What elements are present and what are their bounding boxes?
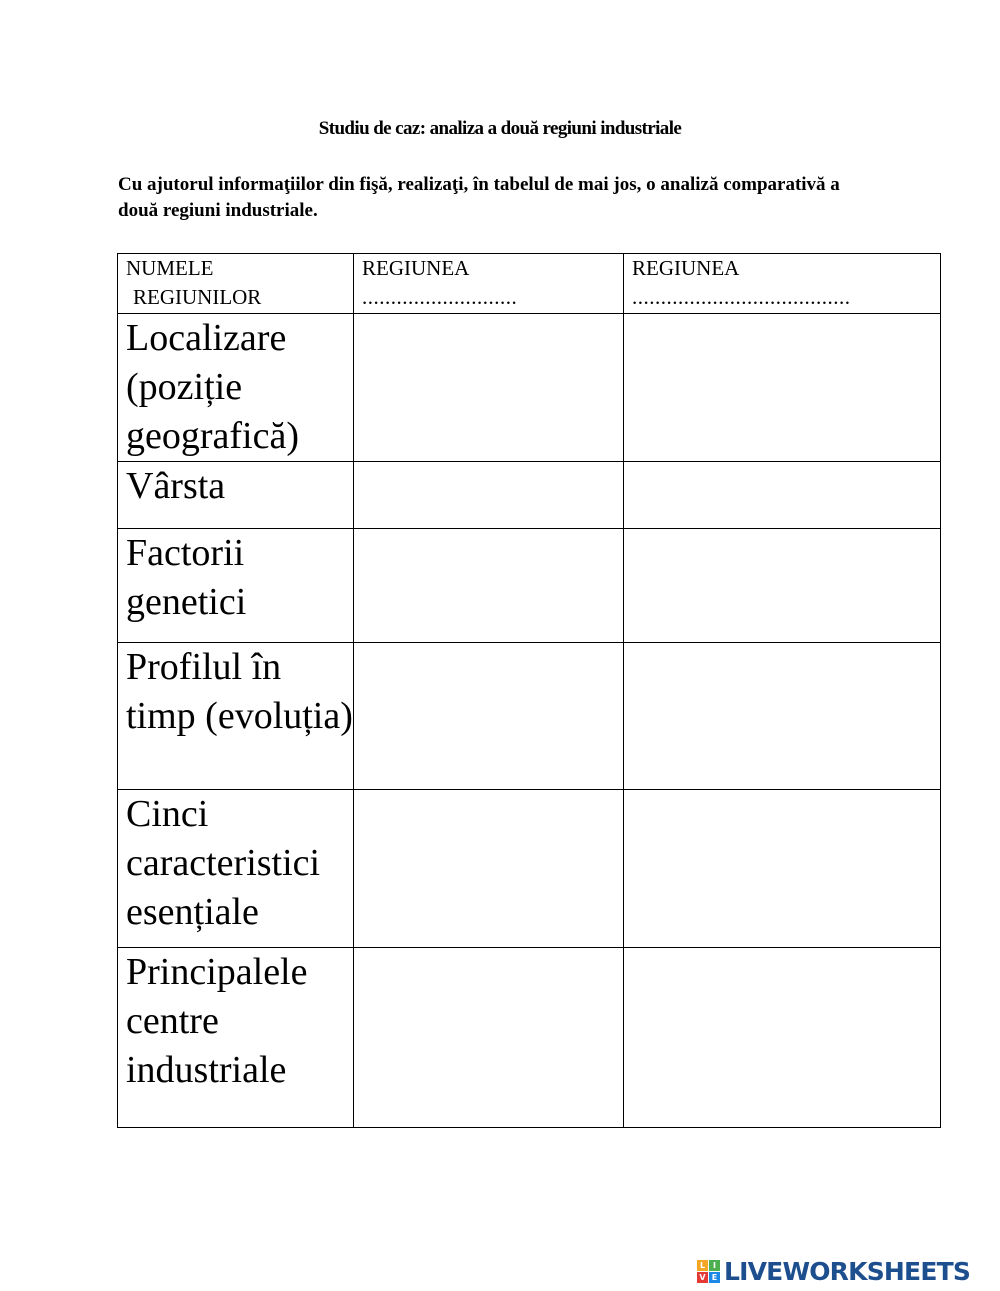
row-label-centre-industriale: Principalele centre industriale bbox=[118, 948, 354, 1128]
cell-region-2[interactable] bbox=[624, 790, 941, 948]
table-row bbox=[118, 948, 941, 1128]
cell-region-1[interactable] bbox=[354, 529, 624, 643]
cell-region-1[interactable] bbox=[354, 643, 624, 790]
header-region-1-blank[interactable]: ........................... bbox=[362, 285, 518, 309]
header-col1-line2: REGIUNILOR bbox=[133, 285, 262, 309]
instructions-text: Cu ajutorul informaţiilor din fişă, realizaţi, în tabelul de mai jos, o analiză comparativă a două regiuni industriale. bbox=[118, 174, 840, 221]
cell-region-2[interactable] bbox=[624, 529, 941, 643]
logo-letter-i: I bbox=[709, 1260, 720, 1271]
cell-region-1[interactable] bbox=[354, 314, 624, 462]
cell-region-1[interactable] bbox=[354, 948, 624, 1128]
cell-region-1[interactable] bbox=[354, 790, 624, 948]
table-row bbox=[118, 643, 941, 790]
logo-letter-e: E bbox=[709, 1272, 720, 1283]
header-region-names bbox=[118, 254, 354, 314]
header-region-2 bbox=[624, 254, 941, 314]
table-row bbox=[118, 529, 941, 643]
logo-letter-v: V bbox=[697, 1272, 708, 1283]
header-region-2-label: REGIUNEA bbox=[632, 256, 740, 280]
logo-letter-l: L bbox=[697, 1260, 708, 1271]
cell-region-2[interactable] bbox=[624, 643, 941, 790]
table-row bbox=[118, 462, 941, 529]
header-region-2-blank[interactable]: ...................................... bbox=[632, 285, 851, 309]
liveworksheets-logo-icon bbox=[697, 1260, 720, 1283]
row-label-factorii-genetici: Factorii genetici bbox=[118, 529, 354, 643]
table-row bbox=[118, 790, 941, 948]
page-title: Studiu de caz: analiza a două regiuni industriale bbox=[318, 118, 682, 139]
row-label-localizare: Localizare (poziție geografică) bbox=[118, 314, 354, 462]
liveworksheets-watermark bbox=[697, 1256, 970, 1286]
table-header-row bbox=[118, 254, 941, 314]
cell-region-2[interactable] bbox=[624, 462, 941, 529]
table-row bbox=[118, 314, 941, 462]
comparison-table bbox=[117, 253, 941, 1128]
row-label-caracteristici: Cinci caracteristici esențiale bbox=[118, 790, 354, 948]
cell-region-1[interactable] bbox=[354, 462, 624, 529]
watermark-text: LIVEWORKSHEETS bbox=[724, 1256, 971, 1286]
row-label-profilul: Profilul în timp (evoluția) bbox=[118, 643, 354, 790]
header-col1-line1: NUMELE bbox=[126, 256, 214, 280]
row-label-varsta: Vârsta bbox=[118, 462, 354, 529]
header-region-1 bbox=[354, 254, 624, 314]
header-region-1-label: REGIUNEA bbox=[362, 256, 470, 280]
cell-region-2[interactable] bbox=[624, 314, 941, 462]
cell-region-2[interactable] bbox=[624, 948, 941, 1128]
